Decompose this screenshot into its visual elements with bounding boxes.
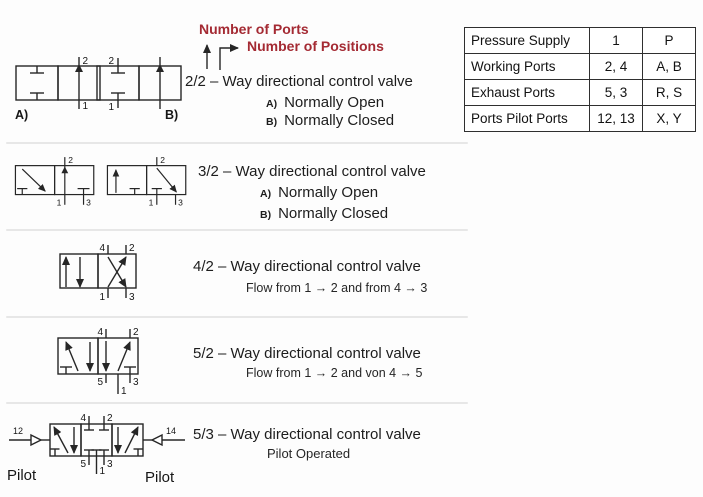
item-prefix: B) (266, 116, 278, 128)
table-row (465, 28, 696, 54)
pilot-label-right: Pilot (145, 469, 175, 484)
table-cell-letters: R, S (643, 80, 696, 106)
valve-symbol-4-2 (52, 240, 148, 310)
port-label-1: 1 (82, 101, 89, 112)
section-title-4-2: 4/2 – Way directional control valve (193, 258, 421, 275)
section-title-5-3: 5/3 – Way directional control valve (193, 426, 421, 443)
table-cell-letters: P (643, 28, 696, 54)
port-label-2: 2 (160, 155, 165, 166)
section-divider (6, 402, 468, 404)
list-item (260, 184, 378, 201)
port-label-2: 2 (108, 56, 114, 67)
port-label-2: 2 (82, 56, 89, 67)
table-cell-numbers: 2, 4 (590, 54, 643, 80)
flow-note-5-2: Flow from 1 → 2 and von 4 → 5 (246, 366, 423, 380)
port-label-2: 2 (107, 413, 113, 424)
port-label-3: 3 (86, 197, 91, 208)
section-title-3-2: 3/2 – Way directional control valve (198, 163, 426, 180)
port-label-3: 3 (107, 459, 113, 470)
list-item (266, 112, 394, 129)
section-title-5-2: 5/2 – Way directional control valve (193, 345, 421, 362)
valve-symbol-5-2 (52, 322, 152, 402)
port-label-1: 1 (56, 197, 62, 208)
port-label-1: 1 (108, 102, 114, 113)
port-label-2: 2 (68, 155, 73, 166)
ports-positions-arrows-icon (198, 36, 250, 70)
number-of-positions-label: Number of Positions (247, 38, 384, 54)
section-divider (6, 316, 468, 318)
port-label-5: 5 (97, 377, 103, 388)
pilot-operated-note: Pilot Operated (267, 446, 351, 461)
number-of-ports-label: Number of Ports (199, 21, 309, 37)
port-label-5: 5 (80, 459, 86, 470)
valve-symbol-5-3 (5, 408, 205, 484)
list-item (260, 205, 388, 222)
item-prefix: B) (260, 209, 272, 221)
section-title-2-2: 2/2 – Way directional control valve (185, 73, 413, 90)
variant-label-b: B) (165, 108, 179, 122)
port-label-1: 1 (99, 292, 105, 303)
table-row (465, 54, 696, 80)
port-label-1: 1 (99, 466, 106, 477)
port-label-1: 1 (148, 197, 154, 208)
port-label-2: 2 (129, 243, 135, 254)
list-item (266, 94, 384, 111)
valve-symbol-3-2-a (12, 152, 104, 215)
item-text: Normally Closed (278, 205, 389, 222)
table-cell-letters: A, B (643, 54, 696, 80)
port-label-4: 4 (80, 413, 86, 424)
port-label-3: 3 (178, 197, 183, 208)
table-cell-letters: X, Y (643, 106, 696, 132)
ports-table (464, 27, 696, 132)
item-prefix: A) (260, 188, 272, 200)
pilot-port-label-14: 14 (166, 426, 177, 436)
table-cell-label: Ports Pilot Ports (465, 106, 590, 132)
item-text: Normally Open (278, 184, 379, 201)
item-text: Normally Closed (284, 112, 395, 129)
port-label-4: 4 (99, 243, 105, 254)
port-label-3: 3 (133, 377, 139, 388)
table-cell-label: Working Ports (465, 54, 590, 80)
table-row (465, 106, 696, 132)
pilot-label-left: Pilot (7, 467, 37, 484)
valve-symbol-2-2-b (93, 52, 193, 122)
item-text: Normally Open (284, 94, 385, 111)
flow-note-4-2: Flow from 1 → 2 and from 4 → 3 (246, 281, 428, 295)
variant-label-a: A) (15, 108, 29, 122)
valve-symbol-3-2-b (104, 152, 196, 215)
table-cell-label: Pressure Supply (465, 28, 590, 54)
port-label-4: 4 (97, 327, 103, 338)
table-cell-numbers: 12, 13 (590, 106, 643, 132)
table-row (465, 80, 696, 106)
table-cell-numbers: 5, 3 (590, 80, 643, 106)
pilot-port-label-12: 12 (13, 426, 24, 436)
port-label-2: 2 (133, 327, 139, 338)
section-divider (6, 142, 468, 144)
section-divider (6, 229, 468, 231)
table-cell-numbers: 1 (590, 28, 643, 54)
item-prefix: A) (266, 98, 278, 110)
port-label-1: 1 (121, 386, 127, 397)
port-label-3: 3 (129, 292, 135, 303)
table-cell-label: Exhaust Ports (465, 80, 590, 106)
